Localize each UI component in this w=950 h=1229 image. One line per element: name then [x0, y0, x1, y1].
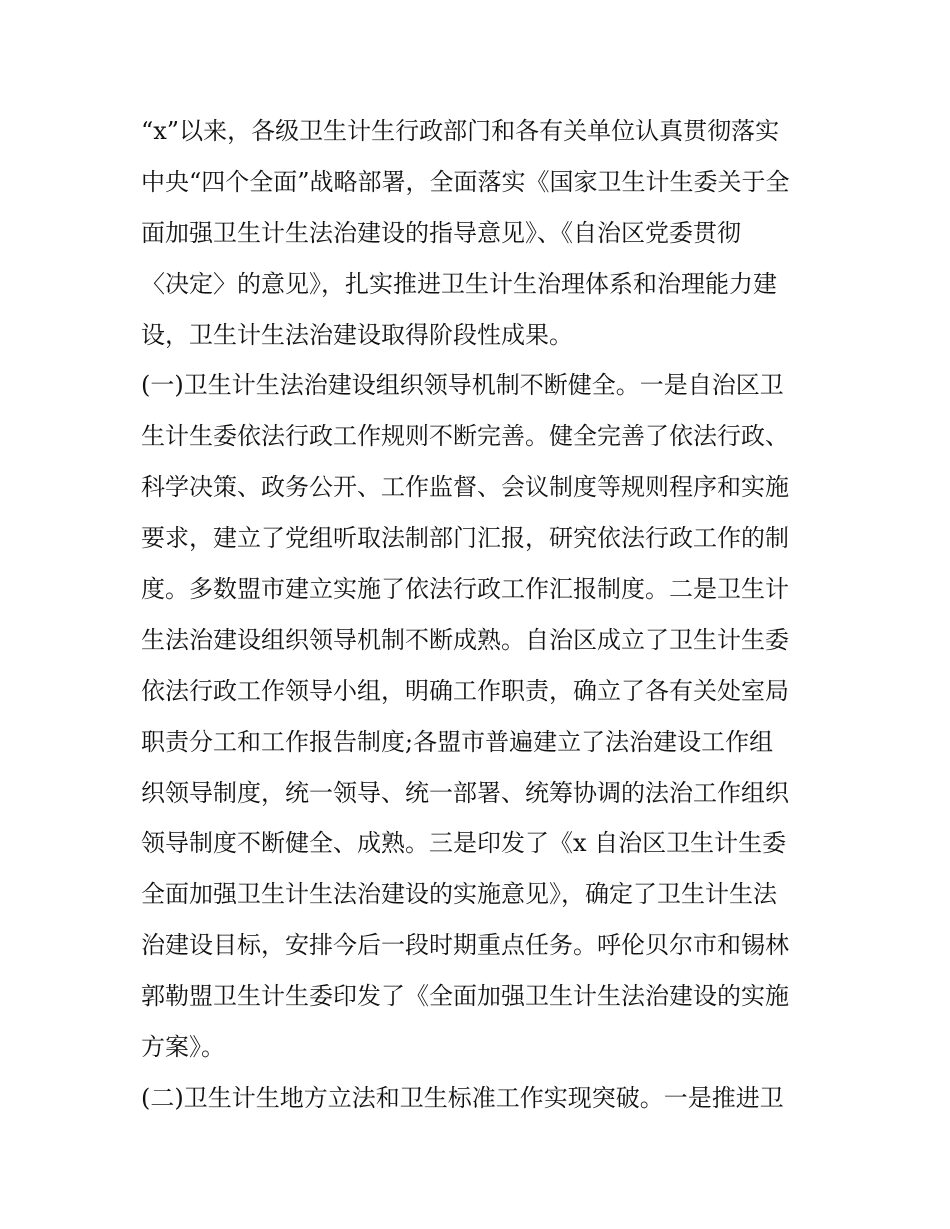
text-line-1: “x”以来，各级卫生计生行政部门和各有关单位认真贯彻落实 — [141, 117, 780, 145]
text-line-15: 领导制度不断健全、成熟。三是印发了《x 自治区卫生计生委 — [141, 829, 787, 858]
text-line-5: 设，卫生计生法治建设取得阶段性成果。 — [141, 320, 573, 349]
text-line-16: 全面加强卫生计生法治建设的实施意见》，确定了卫生计生法 — [141, 880, 777, 909]
text-line-13: 职责分工和工作报告制度;各盟市普遍建立了法治建设工作组 — [141, 727, 774, 756]
text-line-14: 织领导制度，统一领导、统一部署、统筹协调的法治工作组织 — [141, 778, 789, 807]
text-line-10: 度。多数盟市建立实施了依法行政工作汇报制度。二是卫生计 — [141, 575, 789, 604]
text-line-19: 方案》。 — [141, 1033, 225, 1062]
text-line-17: 治建设目标，安排今后一段时期重点任务。呼伦贝尔市和锡林 — [141, 931, 789, 960]
text-line-7: 生计生委依法行政工作规则不断完善。健全完善了依法行政、 — [141, 422, 789, 451]
text-line-11: 生法治建设组织领导机制不断成熟。自治区成立了卫生计生委 — [141, 625, 789, 654]
text-line-18: 郭勒盟卫生计生委印发了《全面加强卫生计生法治建设的实施 — [141, 982, 789, 1011]
text-line-12: 依法行政工作领导小组，明确工作职责，确立了各有关处室局 — [141, 676, 789, 705]
text-line-4: 〈决定〉的意见》，扎实推进卫生计生治理体系和治理能力建 — [141, 269, 777, 298]
text-line-6: (一)卫生计生法治建设组织领导机制不断健全。一是自治区卫 — [141, 371, 784, 400]
text-line-8: 科学决策、政务公开、工作监督、会议制度等规则程序和实施 — [141, 473, 789, 502]
text-line-20: (二)卫生计生地方立法和卫生标准工作实现突破。一是推进卫 — [141, 1083, 784, 1112]
text-line-9: 要求，建立了党组听取法制部门汇报，研究依法行政工作的制 — [141, 524, 789, 553]
text-line-3: 面加强卫生计生法治建设的指导意见》、《自治区党委贯彻 — [141, 218, 741, 247]
text-line-2: 中央“四个全面”战略部署，全面落实《国家卫生计生委关于全 — [141, 167, 790, 196]
body-text — [141, 106, 821, 1124]
